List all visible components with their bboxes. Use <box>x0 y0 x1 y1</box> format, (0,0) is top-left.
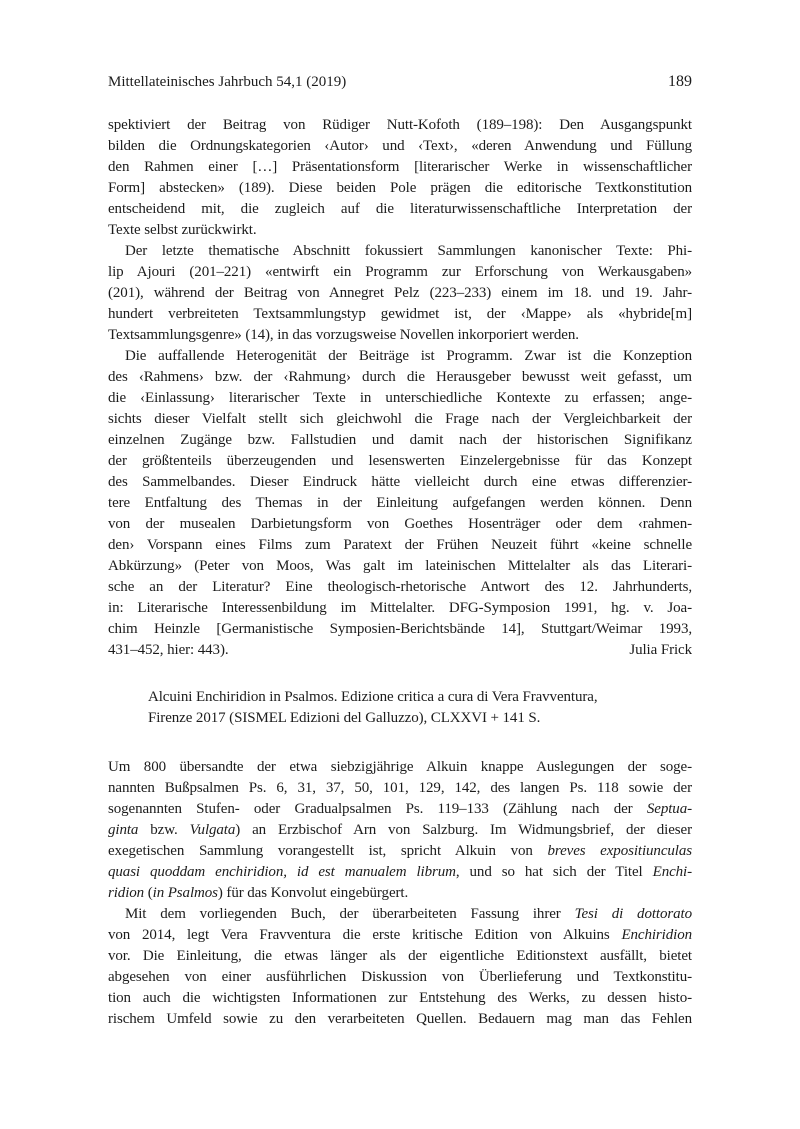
text-line: abgesehen von einer ausführlichen Diskussion von Überlieferung und Textkonstitu- <box>108 969 692 985</box>
review-1-conclusion <box>108 115 692 661</box>
text-line: entscheidend mit, die zugleich auf die literaturwissenschaftliche Interpretation der <box>108 201 692 217</box>
text-line: rischem Umfeld sowie zu den verarbeiteten Quellen. Bedauern mag man das Fehlen <box>108 1011 692 1027</box>
text-line: den Rahmen einer […] Präsentationsform [literarischer Werke in wissenschaftlicher <box>108 159 692 175</box>
text-line: Abkürzung» (Peter von Moos, Was galt im lateinischen Mittelalter als das Literari- <box>108 558 692 574</box>
paragraph <box>108 904 692 1030</box>
text-line: lip Ajouri (201–221) «entwirft ein Programm zur Erforschung von Werkausgaben» <box>108 264 692 280</box>
paragraph <box>108 346 692 661</box>
text-line: einzelnen Zugänge bzw. Fallstudien und damit nach der historischen Signifikanz <box>108 432 692 448</box>
journal-title: Mittellateinisches Jahrbuch 54,1 (2019) <box>108 74 347 90</box>
paragraph <box>108 115 692 241</box>
paragraph <box>108 241 692 346</box>
text-line: des ‹Rahmens› bzw. der ‹Rahmung› durch die Herausgeber bewusst weit gefasst, um <box>108 369 692 385</box>
text-line: sche an der Literatur? Eine theologisch-rhetorische Antwort des 12. Jahrhunderts, <box>108 579 692 595</box>
text-line: von 2014, legt Vera Fravventura die erste kritische Edition von Alkuins Enchiridion <box>108 927 692 943</box>
text-line: exegetischen Sammlung vorangestellt ist, spricht Alkuin von breves expositiunculas <box>108 843 692 859</box>
paragraph <box>108 687 692 729</box>
text-line: sogenannten Stufen- oder Gradualpsalmen Ps. 119–133 (Zählung nach der Septua- <box>108 801 692 817</box>
text-line: die ‹Einlassung› literarischer Texte in unterschiedliche Kontexte zu erfassen; ange- <box>108 390 692 406</box>
text-line: (201), während der Beitrag von Annegret Pelz (223–233) einem im 18. und 19. Jahr- <box>108 285 692 301</box>
text-line: Um 800 übersandte der etwa siebzigjährige Alkuin knappe Auslegungen der soge- <box>108 759 692 775</box>
text-line: Die auffallende Heterogenität der Beiträge ist Programm. Zwar ist die Konzeption <box>125 348 692 364</box>
review-2-body <box>108 757 692 1030</box>
text-line: tere Entfaltung des Themas in der Einleitung aufgefangen werden können. Denn <box>108 495 692 511</box>
text-line: ginta bzw. Vulgata) an Erzbischof Arn von Salzburg. Im Widmungsbrief, der dieser <box>108 822 692 838</box>
text-line: Mit dem vorliegenden Buch, der überarbeiteten Fassung ihrer Tesi di dottorato <box>125 906 692 922</box>
text: 431–452, hier: 443). <box>108 642 229 658</box>
text-line: in: Literarische Interessenbildung im Mittelalter. DFG-Symposion 1991, hg. v. Joa- <box>108 600 692 616</box>
text-line: sichts dieser Vielfalt stellt sich gleichwohl die Frage nach der Vergleichbarkeit der <box>108 411 692 427</box>
paragraph <box>108 757 692 904</box>
text-line: Texte selbst zurückwirkt. <box>108 222 257 238</box>
text-line: der größtenteils überzeugenden und lesenswerten Einzelergebnisse für das Konzept <box>108 453 692 469</box>
text-line: Textsammlungsgenre» (14), in das vorzugsweise Novellen inkorporiert werden. <box>108 327 579 343</box>
text-line: Form] abstecken» (189). Diese beiden Pole prägen die editorische Textkonstitution <box>108 180 692 196</box>
text-line: quasi quoddam enchiridion, id est manualem librum, und so hat sich der Titel Enchi- <box>108 864 692 880</box>
page-content <box>108 71 692 1030</box>
text-line: von der musealen Darbietungsform von Goethes Hosenträger oder dem ‹rahmen- <box>108 516 692 532</box>
text-line: Firenze 2017 (SISMEL Edizioni del Galluzzo), CLXXVI + 141 S. <box>148 710 541 726</box>
review-2-heading <box>108 687 692 729</box>
text-line: Der letzte thematische Abschnitt fokussiert Sammlungen kanonischer Texte: Phi- <box>125 243 692 259</box>
text-line: des Sammelbandes. Dieser Eindruck hätte vielleicht durch eine etwas differenzier- <box>108 474 692 490</box>
text-line: chim Heinzle [Germanistische Symposien-Berichtsbände 14], Stuttgart/Weimar 1993, <box>108 621 692 637</box>
text-line: ridion (in Psalmos) für das Konvolut eingebürgert. <box>108 885 409 901</box>
signature-line <box>108 640 692 661</box>
page-header <box>108 71 692 93</box>
text-line: spektiviert der Beitrag von Rüdiger Nutt-Kofoth (189–198): Den Ausgangspunkt <box>108 117 692 133</box>
text-line: bilden die Ordnungskategorien ‹Autor› und ‹Text›, «deren Anwendung und Füllung <box>108 138 692 154</box>
text-line: tion auch die wichtigsten Informationen zur Entstehung des Werks, zu dessen histo- <box>108 990 692 1006</box>
page-number: 189 <box>668 73 692 90</box>
text-line: Alcuini Enchiridion in Psalmos. Edizione critica a cura di Vera Fravventura, <box>148 689 598 705</box>
text-line: hundert verbreiteten Textsammlungstyp gewidmet ist, der ‹Mappe› als «hybride[m] <box>108 306 692 322</box>
text-line: nannten Bußpsalmen Ps. 6, 31, 37, 50, 101, 129, 142, des langen Ps. 118 sowie der <box>108 780 692 796</box>
text-line: den› Vorspann eines Films zum Paratext der Frühen Neuzeit führt «keine schnelle <box>108 537 692 553</box>
text-line: vor. Die Einleitung, die etwas länger als der eigentliche Editionstext ausfällt, bietet <box>108 948 692 964</box>
signature: Julia Frick <box>629 642 692 658</box>
